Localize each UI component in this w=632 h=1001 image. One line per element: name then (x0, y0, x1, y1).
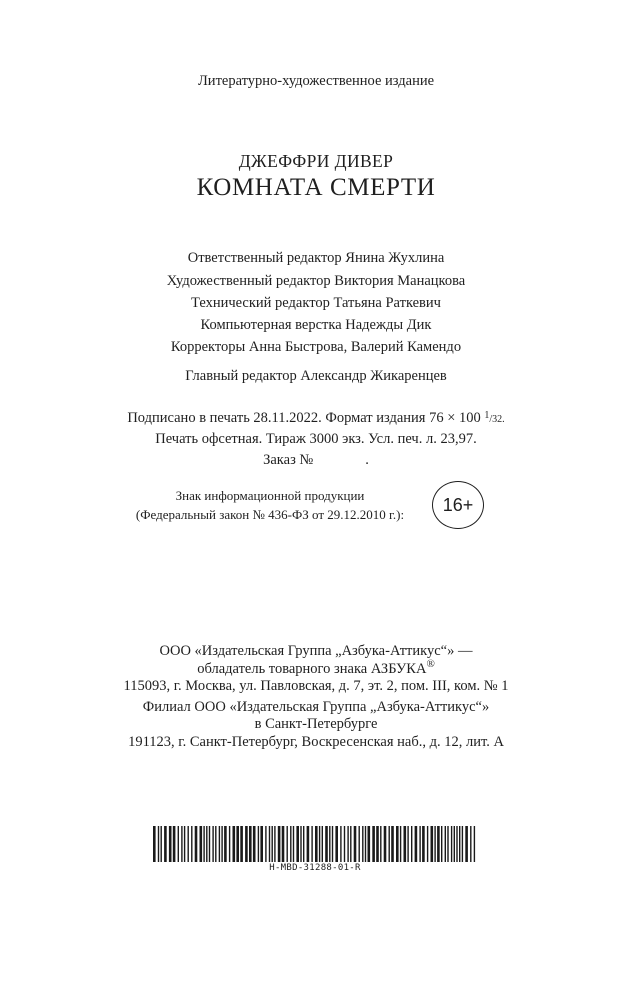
barcode-bar (245, 826, 248, 862)
barcode-bar (287, 826, 288, 862)
barcode-bar (389, 826, 390, 862)
barcode-bar (400, 826, 401, 862)
barcode-bar (422, 826, 425, 862)
barcode-bar (260, 826, 263, 862)
credit-line: Корректоры Анна Быстрова, Валерий Камендо (170, 339, 462, 355)
barcode-bar (319, 826, 320, 862)
format-fraction-denominator: /32. (489, 414, 505, 425)
barcode-bar (203, 826, 204, 862)
barcode-bar (372, 826, 375, 862)
barcode-bar (335, 826, 338, 862)
barcode-bar (391, 826, 394, 862)
barcode-bar (224, 826, 227, 862)
barcode-bar (350, 826, 351, 862)
barcode-bar (368, 826, 371, 862)
barcode-bar (365, 826, 366, 862)
registered-mark: ® (426, 658, 435, 670)
barcode-bar (233, 826, 236, 862)
barcode-bar (329, 826, 330, 862)
barcode-bar (470, 826, 471, 862)
barcode-bar (407, 826, 408, 862)
publisher-address: 115093, г. Москва, ул. Павловская, д. 7, эт. 2, пом. III, ком. № 1 (123, 678, 509, 694)
barcode-bar (195, 826, 198, 862)
format-fraction-numerator: 1 (484, 410, 490, 421)
credit-line: Художественный редактор Виктория Манацкова (166, 273, 466, 289)
barcode-bar (209, 826, 210, 862)
branch-address: 191123, г. Санкт-Петербург, Воскресенская наб., д. 12, лит. А (128, 734, 504, 750)
barcode-bar (325, 826, 328, 862)
order-number-line: Заказ № . (263, 452, 369, 468)
barcode-bar (347, 826, 348, 862)
barcode-bar (322, 826, 323, 862)
barcode-bar (344, 826, 345, 862)
barcode-code: H-MBD-31288-01-R (269, 863, 361, 873)
barcode-bar (158, 826, 159, 862)
barcode-bar (332, 826, 333, 862)
barcode-bar (445, 826, 446, 862)
barcode-bar (454, 826, 455, 862)
barcode-bar (215, 826, 216, 862)
barcode-bar (253, 826, 256, 862)
barcode-bar (474, 826, 475, 862)
barcode-bar (307, 826, 310, 862)
barcode-bar (188, 826, 189, 862)
barcode-bar (184, 826, 185, 862)
barcode (153, 826, 477, 862)
edition-type: Литературно-художественное издание (197, 73, 435, 89)
barcode-bar (258, 826, 259, 862)
barcode-bar (465, 826, 468, 862)
barcode-bar (191, 826, 192, 862)
branch-city: в Санкт-Петербурге (254, 716, 378, 732)
print-details-line: Печать офсетная. Тираж 3000 экз. Усл. печ. л. 23,97. (155, 431, 477, 447)
barcode-bar (311, 826, 312, 862)
barcode-bar (293, 826, 294, 862)
barcode-bar (451, 826, 452, 862)
barcode-bar (164, 826, 167, 862)
barcode-bar (296, 826, 299, 862)
barcode-bar (404, 826, 407, 862)
barcode-bar (315, 826, 318, 862)
barcode-bar (274, 826, 275, 862)
credit-line: Компьютерная верстка Надежды Дик (200, 317, 432, 333)
book-author: ДЖЕФФРИ ДИВЕР (238, 151, 394, 171)
barcode-bar (427, 826, 428, 862)
barcode-bar (153, 826, 156, 862)
barcode-bar (212, 826, 213, 862)
barcode-bar (447, 826, 448, 862)
credit-line: Ответственный редактор Янина Жухлина (187, 250, 445, 266)
barcode-bar (419, 826, 420, 862)
print-signed-line: Подписано в печать 28.11.2022. Формат издания 76 × 100 $^1$/32. (127, 410, 505, 426)
barcode-bar (265, 826, 266, 862)
barcode-bar (200, 826, 203, 862)
barcode-bar (229, 826, 230, 862)
book-title: КОМНАТА СМЕРТИ (196, 174, 436, 201)
barcode-bar (359, 826, 360, 862)
barcode-bar (290, 826, 291, 862)
barcode-bar (269, 826, 270, 862)
barcode-bar (173, 826, 176, 862)
barcode-bar (278, 826, 281, 862)
barcode-bar (437, 826, 440, 862)
publisher-trademark-line: обладатель товарного знака АЗБУКА® (197, 658, 435, 677)
barcode-bar (441, 826, 442, 862)
barcode-bar (376, 826, 379, 862)
barcode-bar (434, 826, 435, 862)
info-sign-label: Знак информационной продукции (175, 488, 365, 503)
age-rating-badge: 16+ (432, 481, 484, 529)
barcode-bar (206, 826, 207, 862)
barcode-bar (462, 826, 463, 862)
barcode-bar (221, 826, 222, 862)
info-sign-law: (Федеральный закон № 436-ФЗ от 29.12.2010 г.): (135, 507, 405, 522)
publisher-line: ООО «Издательская Группа „Азбука-Аттикус“» — (159, 643, 473, 659)
branch-line: Филиал ООО «Издательская Группа „Азбука-Аттикус“» (142, 699, 490, 715)
barcode-bar (459, 826, 460, 862)
barcode-bar (300, 826, 301, 862)
barcode-bar (340, 826, 341, 862)
barcode-bar (396, 826, 399, 862)
credit-line: Технический редактор Татьяна Раткевич (191, 295, 441, 311)
barcode-bar (380, 826, 381, 862)
chief-editor: Главный редактор Александр Жикаренцев (185, 368, 447, 384)
barcode-bar (411, 826, 412, 862)
barcode-bar (169, 826, 172, 862)
barcode-bar (384, 826, 387, 862)
barcode-bar (240, 826, 243, 862)
barcode-bar (354, 826, 357, 862)
barcode-bar (161, 826, 162, 862)
barcode-bar (456, 826, 457, 862)
barcode-bar (219, 826, 220, 862)
barcode-bar (249, 826, 252, 862)
barcode-bar (272, 826, 273, 862)
barcode-bar (178, 826, 179, 862)
barcode-bar (431, 826, 434, 862)
barcode-bar (362, 826, 363, 862)
barcode-bar (303, 826, 304, 862)
barcode-bar (181, 826, 182, 862)
barcode-bar (236, 826, 239, 862)
barcode-bar (282, 826, 285, 862)
barcode-bar (415, 826, 418, 862)
